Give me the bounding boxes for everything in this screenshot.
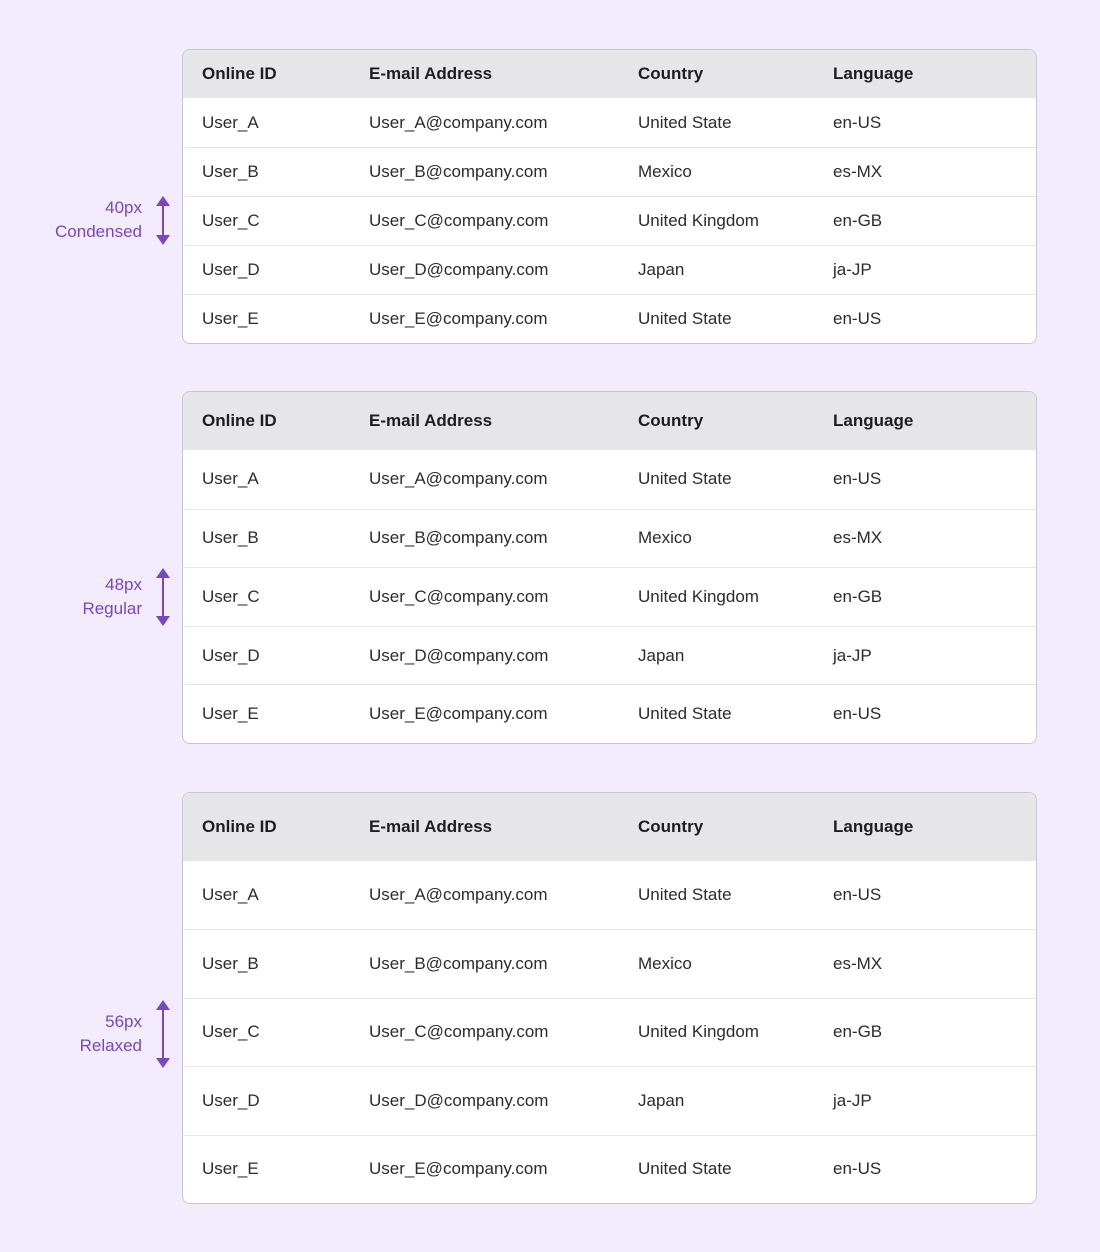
cell-email: User_D@company.com	[369, 260, 549, 279]
column-header: E-mail Address	[369, 411, 493, 430]
cell-online-id: User_B	[202, 954, 259, 974]
cell-online-id: User_C	[202, 586, 260, 606]
density-name: Condensed	[55, 222, 142, 241]
cell-country: United State	[638, 112, 732, 132]
condensed-table	[182, 49, 1037, 344]
cell-email: User_A@company.com	[369, 112, 548, 132]
table-row	[183, 1066, 1036, 1134]
cell-email: User_A@company.com	[369, 885, 548, 905]
cell-country: Japan	[638, 645, 685, 665]
table-row	[183, 196, 1036, 245]
table-row	[183, 998, 1036, 1066]
table-header	[183, 392, 1036, 450]
table-row	[183, 626, 1036, 685]
height-arrow-icon	[155, 568, 171, 626]
cell-email: User_C@company.com	[369, 211, 549, 230]
column-header: Language	[833, 64, 914, 83]
cell-country: United State	[638, 469, 732, 489]
table-row	[183, 684, 1036, 743]
cell-language: es-MX	[833, 528, 883, 548]
cell-email: User_B@company.com	[369, 528, 548, 548]
cell-language: es-MX	[833, 162, 883, 181]
cell-online-id: User_D	[202, 1090, 260, 1110]
cell-email: User_B@company.com	[369, 162, 548, 181]
table-row	[183, 861, 1036, 929]
column-header: E-mail Address	[369, 817, 493, 836]
density-label-relaxed	[80, 1010, 142, 1058]
cell-country: Mexico	[638, 954, 692, 974]
cell-language: en-US	[833, 309, 882, 328]
cell-country: Mexico	[638, 162, 692, 181]
table-row	[183, 245, 1036, 294]
cell-online-id: User_D	[202, 260, 260, 279]
cell-online-id: User_B	[202, 162, 259, 181]
table-row	[183, 98, 1036, 147]
density-name: Regular	[82, 599, 142, 618]
cell-language: en-US	[833, 469, 882, 489]
cell-email: User_E@company.com	[369, 704, 548, 724]
cell-language: en-US	[833, 704, 882, 724]
column-header: Language	[833, 411, 914, 430]
cell-online-id: User_E	[202, 1159, 259, 1179]
table-row	[183, 147, 1036, 196]
table-row	[183, 567, 1036, 626]
height-arrow-icon	[155, 1000, 171, 1068]
table-row	[183, 450, 1036, 509]
height-arrow-icon	[155, 196, 171, 245]
cell-country: United State	[638, 309, 732, 328]
cell-online-id: User_A	[202, 112, 259, 132]
cell-email: User_E@company.com	[369, 1159, 548, 1179]
cell-online-id: User_C	[202, 1022, 260, 1042]
cell-language: ja-JP	[833, 260, 872, 279]
column-header: Country	[638, 411, 704, 430]
column-header: E-mail Address	[369, 64, 493, 83]
cell-language: en-US	[833, 1159, 882, 1179]
cell-email: User_D@company.com	[369, 645, 549, 665]
cell-email: User_C@company.com	[369, 1022, 549, 1042]
cell-country: United Kingdom	[638, 211, 759, 230]
density-name: Relaxed	[79, 1036, 142, 1055]
cell-online-id: User_B	[202, 528, 259, 548]
cell-language: en-GB	[833, 1022, 883, 1042]
density-label-regular	[82, 573, 142, 621]
table-row	[183, 929, 1036, 997]
cell-country: Mexico	[638, 528, 692, 548]
cell-country: United State	[638, 885, 732, 905]
cell-language: ja-JP	[833, 645, 872, 665]
cell-country: United State	[638, 1159, 732, 1179]
cell-language: en-GB	[833, 586, 883, 606]
table-row	[183, 294, 1036, 343]
cell-email: User_A@company.com	[369, 469, 548, 489]
density-size: 56px	[105, 1012, 142, 1031]
cell-email: User_C@company.com	[369, 586, 549, 606]
table-row	[183, 1135, 1036, 1203]
cell-language: en-US	[833, 885, 882, 905]
cell-online-id: User_C	[202, 211, 260, 230]
cell-online-id: User_D	[202, 645, 260, 665]
regular-table	[182, 391, 1037, 744]
table-row	[183, 509, 1036, 568]
cell-language: ja-JP	[833, 1090, 872, 1110]
cell-online-id: User_A	[202, 885, 259, 905]
density-size: 40px	[105, 198, 142, 217]
cell-country: Japan	[638, 1090, 685, 1110]
cell-language: en-US	[833, 112, 882, 132]
table-header	[183, 50, 1036, 98]
table-header	[183, 793, 1036, 861]
column-header: Country	[638, 817, 704, 836]
column-header: Online ID	[202, 64, 277, 83]
cell-country: Japan	[638, 260, 685, 279]
cell-language: es-MX	[833, 954, 883, 974]
cell-online-id: User_A	[202, 469, 259, 489]
cell-country: United Kingdom	[638, 1022, 759, 1042]
cell-email: User_E@company.com	[369, 309, 548, 328]
cell-country: United State	[638, 704, 732, 724]
column-header: Country	[638, 64, 704, 83]
cell-language: en-GB	[833, 211, 883, 230]
column-header: Language	[833, 817, 914, 836]
column-header: Online ID	[202, 411, 277, 430]
relaxed-table	[182, 792, 1037, 1204]
cell-online-id: User_E	[202, 704, 259, 724]
cell-email: User_B@company.com	[369, 954, 548, 974]
cell-online-id: User_E	[202, 309, 259, 328]
column-header: Online ID	[202, 817, 277, 836]
cell-email: User_D@company.com	[369, 1090, 549, 1110]
density-size: 48px	[105, 575, 142, 594]
density-label-condensed	[55, 196, 142, 244]
cell-country: United Kingdom	[638, 586, 759, 606]
